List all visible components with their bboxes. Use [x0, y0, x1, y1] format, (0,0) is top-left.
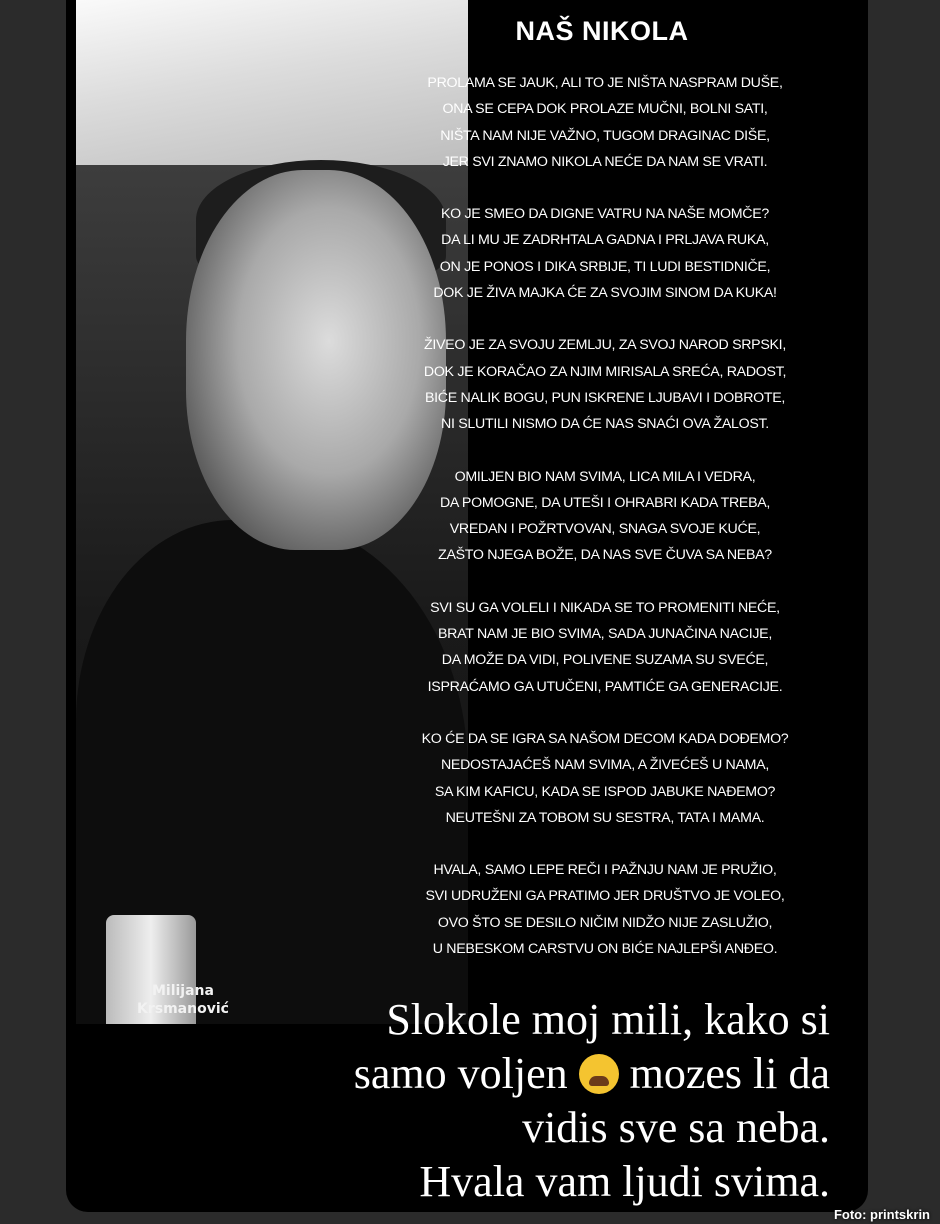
poem-stanza	[420, 726, 790, 831]
story-card	[66, 0, 868, 1212]
poem-line: DA POMOGNE, DA UTEŠI I OHRABRI KADA TREBA,	[439, 494, 771, 511]
poem-line: JER SVI ZNAMO NIKOLA NEĆE DA NAM SE VRATI.	[442, 153, 768, 170]
crying-face-emoji-icon	[579, 1054, 619, 1094]
poem-line: ŽIVEO JE ZA SVOJU ZEMLJU, ZA SVOJ NAROD SRPSKI,	[424, 337, 786, 354]
poem-line: SVI UDRUŽENI GA PRATIMO JER DRUŠTVO JE VOLEO,	[425, 888, 785, 905]
poem-line: ON JE PONOS I DIKA SRBIJE, TI LUDI BESTIDNIČE,	[439, 258, 771, 275]
poem-line: HVALA, SAMO LEPE REČI I PAŽNJU NAM JE PRUŽIO,	[433, 862, 777, 879]
poem-line: ISPRAĆAMO GA UTUČENI, PAMTIĆE GA GENERACIJE.	[427, 678, 783, 695]
poem-stanza	[420, 857, 790, 962]
caption-text: mozes li da	[629, 1049, 830, 1098]
poem-line: KO JE SMEO DA DIGNE VATRU NA NAŠE MOMČE?	[440, 206, 770, 223]
caption-line: vidis sve sa neba.	[522, 1103, 830, 1152]
poem-line: NI SLUTILI NISMO DA ĆE NAS SNAĆI OVA ŽALOST.	[441, 416, 769, 433]
poem-stanza	[420, 332, 790, 437]
poem-line: ZAŠTO NJEGA BOŽE, DA NAS SVE ČUVA SA NEBA?	[438, 547, 772, 564]
caption-line: Hvala vam ljudi svima.	[419, 1157, 830, 1206]
poem-line: KO ĆE DA SE IGRA SA NAŠOM DECOM KADA DOĐEMO?	[421, 730, 789, 747]
poem-line: SVI SU GA VOLELI I NIKADA SE TO PROMENITI NEĆE,	[430, 599, 780, 616]
poem-stanza	[420, 70, 790, 175]
poem-line: U NEBESKOM CARSTVU ON BIĆE NAJLEPŠI ANĐEO.	[432, 941, 778, 958]
photo-source-credit: Foto: printskrin	[833, 1207, 930, 1222]
poem-line: NIŠTA NAM NIJE VAŽNO, TUGOM DRAGINAC DIŠE,	[440, 127, 770, 144]
poem-line: NEUTEŠNI ZA TOBOM SU SESTRA, TATA I MAMA.	[445, 809, 765, 826]
credit-first-name: Milijana	[151, 983, 214, 999]
poem-line: VREDAN I POŽRTVOVAN, SNAGA SVOJE KUĆE,	[449, 521, 761, 538]
photo-face	[186, 170, 446, 550]
poem-line: DA MOŽE DA VIDI, POLIVENE SUZAMA SU SVEĆE,	[441, 652, 769, 669]
poem-text	[420, 70, 790, 988]
poem-stanza	[420, 201, 790, 306]
poem-line: SA KIM KAFICU, KADA SE ISPOD JABUKE NAĐEMO?	[434, 783, 776, 800]
caption-text: samo voljen	[353, 1049, 568, 1098]
story-caption	[160, 993, 830, 1209]
poem-line: OMILJEN BIO NAM SVIMA, LICA MILA I VEDRA,	[454, 468, 756, 485]
poem-line: ONA SE CEPA DOK PROLAZE MUČNI, BOLNI SATI,	[442, 101, 768, 118]
poem-stanza	[420, 464, 790, 569]
poem-line: BIĆE NALIK BOGU, PUN ISKRENE LJUBAVI I DOBROTE,	[424, 389, 786, 406]
poem-line: DOK JE ŽIVA MAJKA ĆE ZA SVOJIM SINOM DA KUKA!	[433, 285, 777, 302]
poem-line: PROLAMA SE JAUK, ALI TO JE NIŠTA NASPRAM DUŠE,	[427, 75, 783, 91]
poem-line: DA LI MU JE ZADRHTALA GADNA I PRLJAVA RUKA,	[441, 232, 769, 249]
poem-title: NAŠ NIKOLA	[515, 16, 689, 46]
poem-line: OVO ŠTO SE DESILO NIČIM NIDŽO NIJE ZASLUŽIO,	[437, 914, 773, 931]
portrait-photo	[76, 0, 468, 1024]
poem-line: NEDOSTAJAĆEŠ NAM SVIMA, A ŽIVEĆEŠ U NAMA,	[440, 757, 769, 774]
caption-line	[160, 1047, 830, 1101]
poem-line: DOK JE KORAČAO ZA NJIM MIRISALA SREĆA, RADOST,	[423, 363, 787, 380]
credit-last-name: Krsmanović	[137, 1001, 229, 1017]
poem-stanza	[420, 595, 790, 700]
caption-line: Slokole moj mili, kako si	[386, 995, 830, 1044]
poem-line: BRAT NAM JE BIO SVIMA, SADA JUNAČINA NACIJE,	[438, 626, 772, 643]
